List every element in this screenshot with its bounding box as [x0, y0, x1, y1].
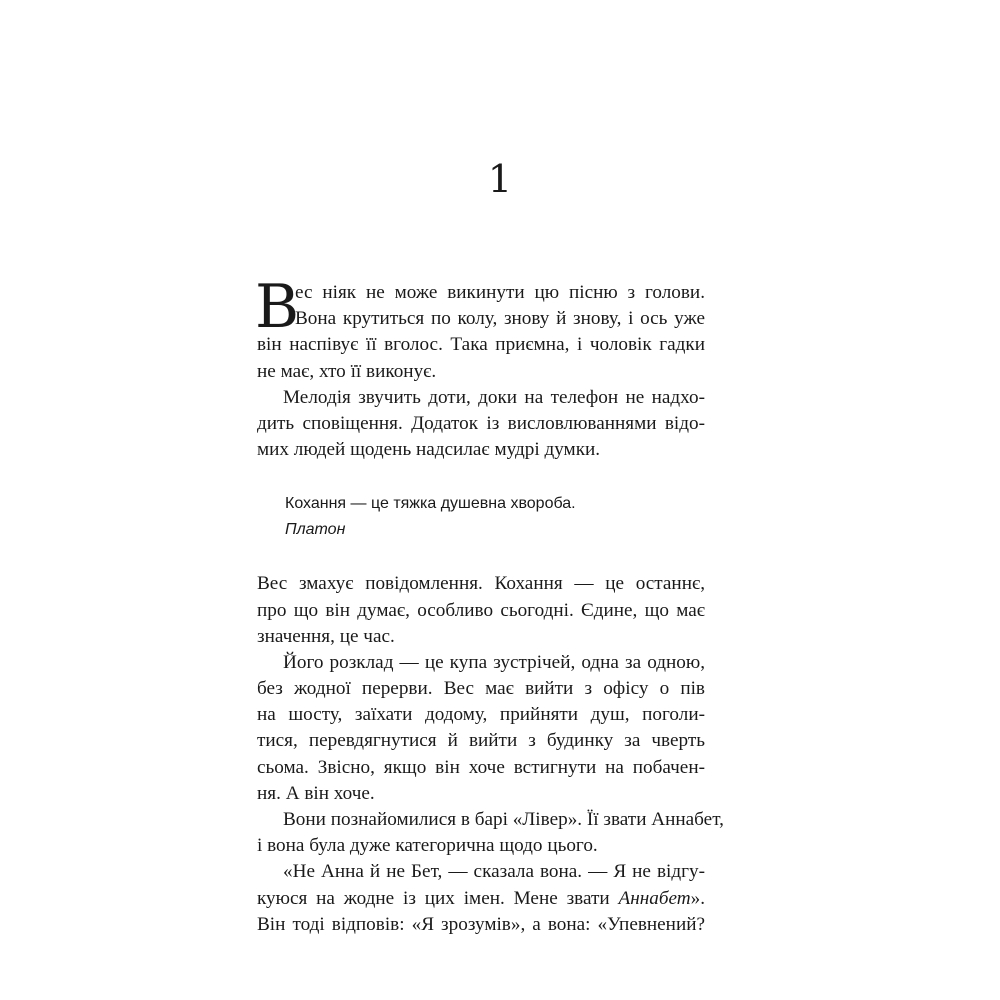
- paragraph5-line-1: [257, 807, 724, 833]
- text-line: без жодної перерви. Вес має вийти з офісу о пів: [257, 678, 705, 700]
- paragraph6-line-2: [257, 886, 705, 912]
- paragraph2-line-3: [257, 437, 705, 463]
- text-line: і вона була дуже категорична щодо цього.: [257, 835, 598, 857]
- paragraph4-line-1: [257, 650, 705, 676]
- paragraph3-line-2: [257, 598, 705, 624]
- text-line: мих людей щодень надсилає мудрі думки.: [257, 439, 601, 461]
- text-line: Він тоді відповів: «Я зрозумів», а вона: «Упевнений?: [257, 913, 705, 935]
- quote-text: Кохання — це тяжка душевна хвороба.: [285, 495, 576, 513]
- text-line: «Не Анна й не Бет, — сказала вона. — Я не відгу-: [283, 861, 705, 883]
- text-line: Вона крутиться по колу, знову й знову, і ось уже: [295, 308, 705, 330]
- text-segment: куюся на жодне із цих імен. Мене звати: [257, 887, 619, 909]
- page-text: [255, 272, 724, 938]
- drop-cap: В: [255, 272, 300, 342]
- paragraph6-line-3: [257, 912, 705, 938]
- text-line: про що він думає, особливо сьогодні. Єдине, що має: [257, 599, 705, 621]
- paragraph6-line-1: [257, 859, 705, 885]
- text-line: значення, це час.: [257, 625, 395, 647]
- paragraph4-line-4: [257, 728, 705, 754]
- paragraph3-line-3: [257, 624, 705, 650]
- text-line: Його розклад — це купа зустрічей, одна за одною,: [283, 651, 705, 673]
- text-line: ня. А він хоче.: [257, 782, 375, 804]
- text-line: Мелодія звучить доти, доки на телефон не надхо-: [283, 386, 705, 408]
- paragraph3-line-1: [257, 571, 705, 597]
- quote-author: Платон: [285, 521, 346, 539]
- paragraph4-line-3: [257, 702, 705, 728]
- chapter-number: 1: [487, 157, 513, 201]
- paragraph2-line-2: [257, 411, 705, 437]
- opening-line-2: [257, 306, 705, 332]
- text-line: Вони познайомилися в барі «Лівер». Її звати Аннабет,: [283, 809, 724, 830]
- text-line: не має, хто її виконує.: [257, 360, 437, 382]
- paragraph4-line-5: [257, 755, 705, 781]
- italic-name: Аннабет: [618, 887, 691, 909]
- paragraph2-line-1: [257, 385, 705, 411]
- text-line: на шосту, заїхати додому, прийняти душ, поголи-: [257, 704, 705, 726]
- text-line: ес ніяк не може викинути цю пісню з голови.: [295, 282, 705, 303]
- paragraph4-line-6: [257, 781, 705, 807]
- opening-line-3: [257, 332, 705, 358]
- opening-line-4: [257, 359, 705, 385]
- text-line: він наспівує її вголос. Така приємна, і чоловік гадки: [257, 334, 705, 356]
- text-line: сьома. Звісно, якщо він хоче встигнути на побачен-: [257, 756, 705, 778]
- text-line: тися, перевдягнутися й вийти з будинку за чверть: [257, 730, 705, 752]
- text-line: Вес змахує повідомлення. Кохання — це останнє,: [257, 573, 705, 595]
- quote-block: [285, 491, 705, 543]
- text-segment: ».: [690, 887, 705, 909]
- paragraph5-line-2: [257, 833, 705, 859]
- text-line: дить сповіщення. Додаток із висловлюваннями відо-: [257, 412, 705, 434]
- paragraph4-line-2: [257, 676, 705, 702]
